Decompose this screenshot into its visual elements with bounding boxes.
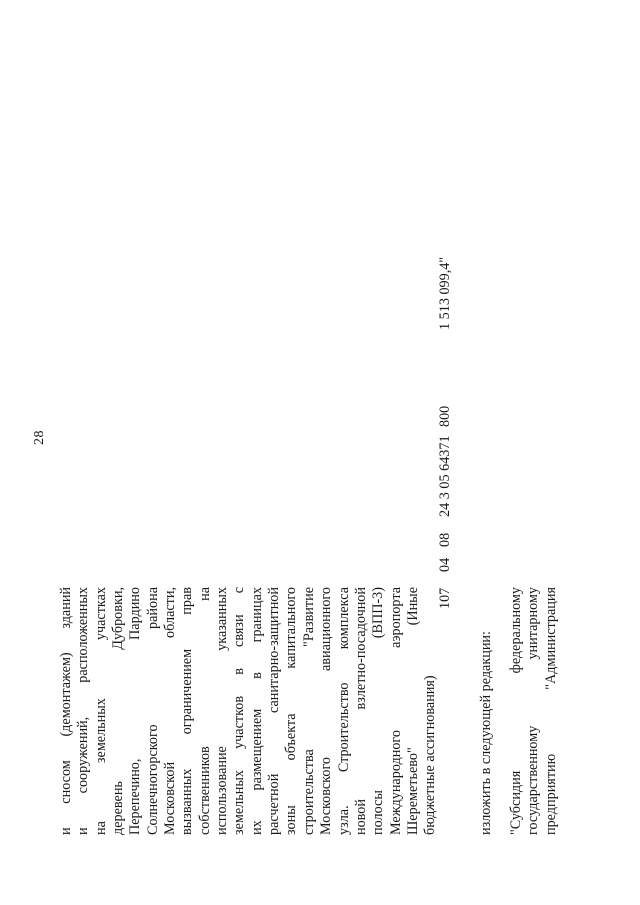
description-line: Солнечногорского района: [144, 587, 161, 835]
expense-type-code: 800: [437, 405, 453, 427]
description-line: Перепечино, Пардино: [127, 587, 144, 835]
ministry-code: 107: [437, 587, 453, 609]
description-line: зоны объекта капитального: [283, 587, 300, 835]
description-line: Московской области,: [162, 587, 179, 835]
description-line: Международного аэропорта: [387, 587, 404, 835]
description-line: вызванных ограничением прав: [179, 587, 196, 835]
instruction-text: изложить в следующей редакции:: [478, 631, 494, 835]
description-line: новой взлетно-посадочной: [352, 587, 369, 835]
description-line: на земельных участках: [92, 587, 109, 835]
section-code: 04: [437, 557, 453, 572]
description-line: земельных участков в связи с: [231, 587, 248, 835]
new-wording: [508, 587, 560, 835]
description-line: бюджетные ассигнования): [422, 675, 439, 835]
description-line: Московского авиационного: [318, 587, 335, 835]
amount-value: 1 513 099,4": [437, 256, 453, 330]
subsection-code: 08: [437, 532, 453, 547]
target-article-code: 24 3 05 64371: [437, 435, 453, 517]
description-line: строительства "Развитие: [300, 587, 317, 835]
description-line: Шереметьево" (Иные: [404, 587, 421, 835]
new-wording-line: государственному унитарному: [525, 587, 542, 835]
description-line: и сносом (демонтажем) зданий: [58, 587, 74, 835]
description-line: собственников на: [196, 587, 213, 835]
description-line: полосы (ВПП-3): [370, 587, 387, 835]
new-wording-line: "Субсидия федеральному: [508, 587, 524, 835]
description-line: их размещением в границах: [248, 587, 265, 835]
page-number: 28: [32, 430, 47, 445]
new-wording-line: предприятию "Администрация: [542, 587, 559, 835]
description-line: узла. Строительство комплекса: [335, 587, 352, 835]
description-line: расчетной санитарно-защитной: [266, 587, 283, 835]
description-line: использование указанных: [214, 587, 231, 835]
description-line: деревень Дубровки,: [110, 587, 127, 835]
description-line: и сооружений, расположенных: [75, 587, 92, 835]
